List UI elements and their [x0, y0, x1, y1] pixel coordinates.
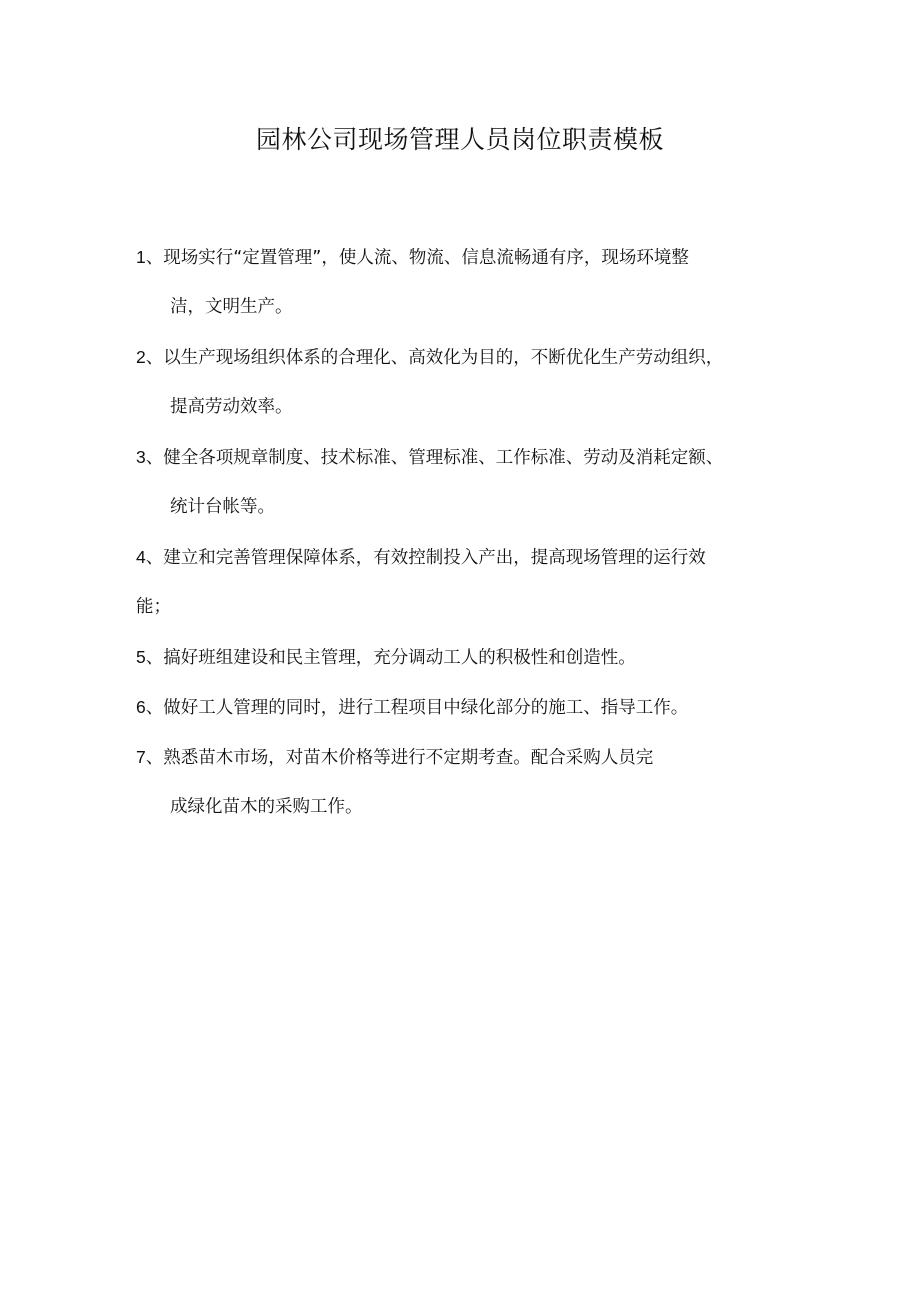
duty-line-continued: 提高劳动效率。 — [170, 397, 293, 417]
duty-line — [0, 687, 920, 737]
duty-line — [0, 637, 920, 687]
duty-item-6 — [0, 687, 920, 737]
duty-list — [0, 237, 920, 837]
duty-line-continued: 洁，文明生产。 — [170, 297, 293, 317]
duty-text: 、熟悉苗木市场，对苗木价格等进行不定期考查。配合采购人员完 — [145, 748, 654, 768]
duty-text: 、以生产现场组织体系的合理化、高效化为目的，不断优化生产劳动组织， — [145, 348, 724, 368]
duty-number: 5 — [136, 647, 146, 667]
duty-number: 4 — [136, 547, 146, 567]
duty-line — [0, 437, 920, 487]
duty-text: 、现场实行“定置管理”，使人流、物流、信息流畅通有序，现场环境整 — [145, 248, 689, 268]
duty-item-4 — [0, 537, 920, 637]
duty-line-continued: 统计台帐等。 — [170, 497, 275, 517]
duty-number: 1 — [136, 247, 146, 267]
duty-text: 、做好工人管理的同时，进行工程项目中绿化部分的施工、指导工作。 — [145, 698, 689, 718]
duty-line — [0, 737, 920, 787]
duty-line — [0, 237, 920, 287]
duty-line-continued: 能； — [136, 597, 171, 617]
duty-line — [0, 537, 920, 587]
duty-number: 7 — [136, 747, 146, 767]
duty-item-5 — [0, 637, 920, 687]
duty-text: 、健全各项规章制度、技术标准、管理标准、工作标准、劳动及消耗定额、 — [145, 448, 724, 468]
duty-number: 3 — [136, 447, 146, 467]
duty-item-7 — [0, 737, 920, 837]
duty-text: 、建立和完善管理保障体系，有效控制投入产出，提高现场管理的运行效 — [145, 548, 706, 568]
duty-number: 6 — [136, 697, 146, 717]
duty-item-2 — [0, 337, 920, 437]
duty-item-1 — [0, 237, 920, 337]
document-title: 园林公司现场管理人员岗位职责模板 — [255, 125, 664, 154]
duty-item-3 — [0, 437, 920, 537]
duty-number: 2 — [136, 347, 146, 367]
duty-line-continued: 成绿化苗木的采购工作。 — [170, 797, 363, 817]
duty-text: 、搞好班组建设和民主管理，充分调动工人的积极性和创造性。 — [145, 648, 636, 668]
duty-line — [0, 337, 920, 387]
